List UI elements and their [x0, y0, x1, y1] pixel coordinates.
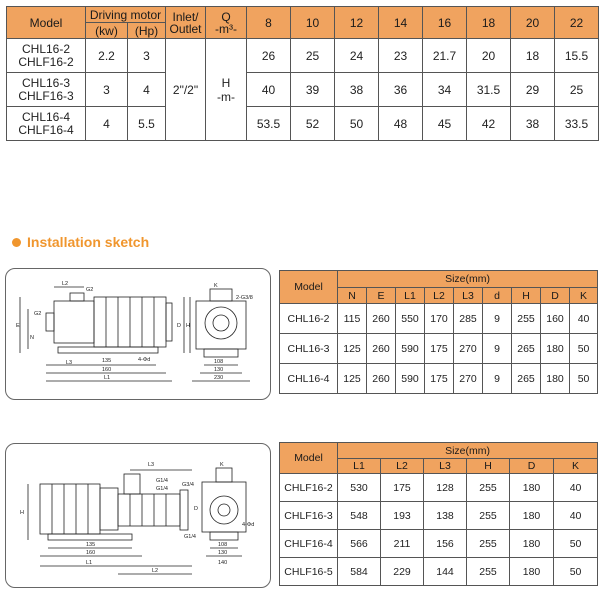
size-cell: 255 [467, 502, 510, 530]
model-cell: CHL16-2 CHLF16-2 [7, 39, 86, 73]
dim-label: G1/4 [184, 534, 196, 540]
dim-label: L1 [104, 375, 111, 381]
size-cell: 180 [510, 530, 554, 558]
installation-sketch-2 [5, 443, 271, 588]
column-header: K [570, 288, 598, 304]
size-cell: 156 [424, 530, 467, 558]
size-cell: 270 [454, 334, 483, 364]
header-inlet-outlet [166, 7, 206, 39]
installation-sketch-1 [5, 268, 271, 400]
table-row [280, 474, 598, 502]
size-cell: 40 [554, 502, 598, 530]
head-cell: 15.5 [555, 39, 599, 73]
model-cell: CHLF16-5 [280, 558, 338, 586]
table-row [7, 73, 599, 107]
head-cell: 52 [291, 107, 335, 141]
head-cell: 26 [247, 39, 291, 73]
dim-label: L1 [86, 560, 93, 566]
head-cell: 21.7 [423, 39, 467, 73]
table-row [280, 304, 598, 334]
flow-header: 20 [511, 7, 555, 39]
h-label: H -m- [206, 39, 247, 141]
size-cell: 125 [338, 334, 367, 364]
dim-label: G1/4 [156, 478, 168, 484]
dim-label: 4-Φd [242, 522, 255, 528]
dim-label: D [194, 506, 198, 512]
header-q [206, 7, 247, 39]
dim-label: 140 [218, 560, 228, 566]
column-header: K [554, 459, 598, 474]
header-size: Size(mm) [338, 271, 598, 288]
flow-header: 16 [423, 7, 467, 39]
head-cell: 36 [379, 73, 423, 107]
size-cell: 260 [367, 364, 396, 394]
head-cell: 24 [335, 39, 379, 73]
size-cell: 193 [381, 502, 424, 530]
size-cell: 265 [512, 334, 541, 364]
size-cell: 180 [541, 334, 570, 364]
size-cell: 50 [570, 364, 598, 394]
table-row [280, 502, 598, 530]
model-cell: CHL16-4 CHLF16-4 [7, 107, 86, 141]
column-header: d [483, 288, 512, 304]
column-header: E [367, 288, 396, 304]
column-header: L1 [396, 288, 425, 304]
size-cell: 550 [396, 304, 425, 334]
head-cell: 23 [379, 39, 423, 73]
size-cell: 180 [541, 364, 570, 394]
size-cell: 50 [554, 558, 598, 586]
dim-label: K [220, 462, 224, 468]
table-row [280, 530, 598, 558]
head-cell: 48 [379, 107, 423, 141]
size-cell: 175 [425, 364, 454, 394]
head-cell: 31.5 [467, 73, 511, 107]
header-q-line2: -m³- [215, 21, 237, 36]
dim-label: G3/4 [182, 482, 194, 488]
size-cell: 175 [381, 474, 424, 502]
head-cell: 20 [467, 39, 511, 73]
column-header: L2 [381, 459, 424, 474]
header-driving-motor: Driving motor [86, 7, 166, 23]
size-cell: 548 [338, 502, 381, 530]
model-cell: CHL16-2 [280, 304, 338, 334]
size-cell: 170 [425, 304, 454, 334]
column-header: L2 [425, 288, 454, 304]
dim-label: G1/4 [156, 486, 168, 492]
dim-label: H [186, 323, 190, 329]
head-cell: 50 [335, 107, 379, 141]
column-header: L3 [424, 459, 467, 474]
size-table-chl [279, 270, 598, 394]
dim-label: 230 [214, 375, 224, 381]
size-cell: 144 [424, 558, 467, 586]
head-cell: 42 [467, 107, 511, 141]
pump-drawing-2 [6, 444, 270, 587]
column-header: L1 [338, 459, 381, 474]
dim-label: 160 [86, 550, 96, 556]
head-cell: 29 [511, 73, 555, 107]
hp-cell: 3 [128, 39, 166, 73]
size-cell: 180 [510, 502, 554, 530]
hp-cell: 5.5 [128, 107, 166, 141]
model-cell: CHL16-3 CHLF16-3 [7, 73, 86, 107]
model-cell: CHL16-4 [280, 364, 338, 394]
size-cell: 138 [424, 502, 467, 530]
size-cell: 128 [424, 474, 467, 502]
kw-cell: 4 [86, 107, 128, 141]
dim-label: 130 [214, 367, 224, 373]
table-row [7, 39, 599, 73]
size-cell: 50 [554, 530, 598, 558]
size-table-chlf [279, 442, 598, 586]
header-inlet-line2: Outlet [169, 21, 202, 36]
flow-header: 12 [335, 7, 379, 39]
head-cell: 38 [335, 73, 379, 107]
flow-header: 18 [467, 7, 511, 39]
size-cell: 255 [467, 530, 510, 558]
size-cell: 270 [454, 364, 483, 394]
dim-label: L2 [152, 568, 159, 574]
head-cell: 25 [555, 73, 599, 107]
size-cell: 9 [483, 304, 512, 334]
header-size: Size(mm) [338, 443, 598, 459]
dim-label: 130 [218, 550, 228, 556]
dim-label: 135 [86, 542, 96, 548]
size-cell: 260 [367, 334, 396, 364]
size-cell: 255 [512, 304, 541, 334]
size-cell: 255 [467, 558, 510, 586]
header-model: Model [280, 271, 338, 304]
dim-label: G2 [86, 287, 94, 293]
head-cell: 25 [291, 39, 335, 73]
head-cell: 33.5 [555, 107, 599, 141]
dim-label: 2-G3/8 [236, 295, 253, 301]
dim-label: 4-Φd [138, 357, 151, 363]
size-cell: 180 [510, 558, 554, 586]
head-cell: 38 [511, 107, 555, 141]
size-cell: 590 [396, 364, 425, 394]
header-hp: (Hp) [128, 23, 166, 39]
size-cell: 584 [338, 558, 381, 586]
size-cell: 175 [425, 334, 454, 364]
hp-cell: 4 [128, 73, 166, 107]
flow-header: 22 [555, 7, 599, 39]
section-title [12, 234, 149, 250]
section-title-text: Installation sketch [27, 234, 150, 250]
size-cell: 180 [510, 474, 554, 502]
size-cell: 229 [381, 558, 424, 586]
bullet-dot-icon [12, 238, 21, 247]
size-cell: 265 [512, 364, 541, 394]
dim-label: 135 [102, 358, 112, 364]
model-cell: CHL16-3 [280, 334, 338, 364]
size-cell: 255 [467, 474, 510, 502]
dim-label: L3 [148, 462, 155, 468]
header-inlet-line1: Inlet/ [172, 9, 199, 24]
size-cell: 50 [570, 334, 598, 364]
flow-header: 14 [379, 7, 423, 39]
size-cell: 9 [483, 364, 512, 394]
dim-label: G2 [34, 311, 42, 317]
size-cell: 590 [396, 334, 425, 364]
dim-label: E [16, 323, 20, 329]
size-cell: 9 [483, 334, 512, 364]
dim-label: N [30, 335, 34, 341]
dim-label: 108 [218, 542, 228, 548]
column-header: D [541, 288, 570, 304]
dim-label: 108 [214, 359, 224, 365]
inlet-value: 2"/2" [166, 39, 206, 141]
head-cell: 39 [291, 73, 335, 107]
head-cell: 40 [247, 73, 291, 107]
flow-header: 10 [291, 7, 335, 39]
model-cell: CHLF16-4 [280, 530, 338, 558]
column-header: H [467, 459, 510, 474]
column-header: L3 [454, 288, 483, 304]
table-row [280, 364, 598, 394]
model-cell: CHLF16-3 [280, 502, 338, 530]
head-cell: 45 [423, 107, 467, 141]
size-cell: 530 [338, 474, 381, 502]
kw-cell: 2.2 [86, 39, 128, 73]
dim-label: 160 [102, 367, 112, 373]
dim-label: L2 [62, 281, 69, 287]
head-cell: 18 [511, 39, 555, 73]
size-cell: 125 [338, 364, 367, 394]
column-header: D [510, 459, 554, 474]
dim-label: H [20, 510, 24, 516]
table-row [7, 107, 599, 141]
size-cell: 260 [367, 304, 396, 334]
size-cell: 566 [338, 530, 381, 558]
head-cell: 34 [423, 73, 467, 107]
header-q-line1: Q [221, 9, 231, 24]
dim-label: L3 [66, 360, 73, 366]
dim-label: K [214, 283, 218, 289]
dim-label: D [177, 323, 181, 329]
kw-cell: 3 [86, 73, 128, 107]
head-cell: 53.5 [247, 107, 291, 141]
pump-drawing-1 [6, 269, 270, 399]
model-cell: CHLF16-2 [280, 474, 338, 502]
header-model: Model [7, 7, 86, 39]
column-header: N [338, 288, 367, 304]
size-cell: 160 [541, 304, 570, 334]
table-row [280, 558, 598, 586]
size-cell: 211 [381, 530, 424, 558]
size-cell: 285 [454, 304, 483, 334]
header-kw: (kw) [86, 23, 128, 39]
flow-header: 8 [247, 7, 291, 39]
header-model: Model [280, 443, 338, 474]
column-header: H [512, 288, 541, 304]
table-row [280, 334, 598, 364]
size-cell: 40 [554, 474, 598, 502]
performance-table [6, 6, 599, 141]
size-cell: 115 [338, 304, 367, 334]
size-cell: 40 [570, 304, 598, 334]
